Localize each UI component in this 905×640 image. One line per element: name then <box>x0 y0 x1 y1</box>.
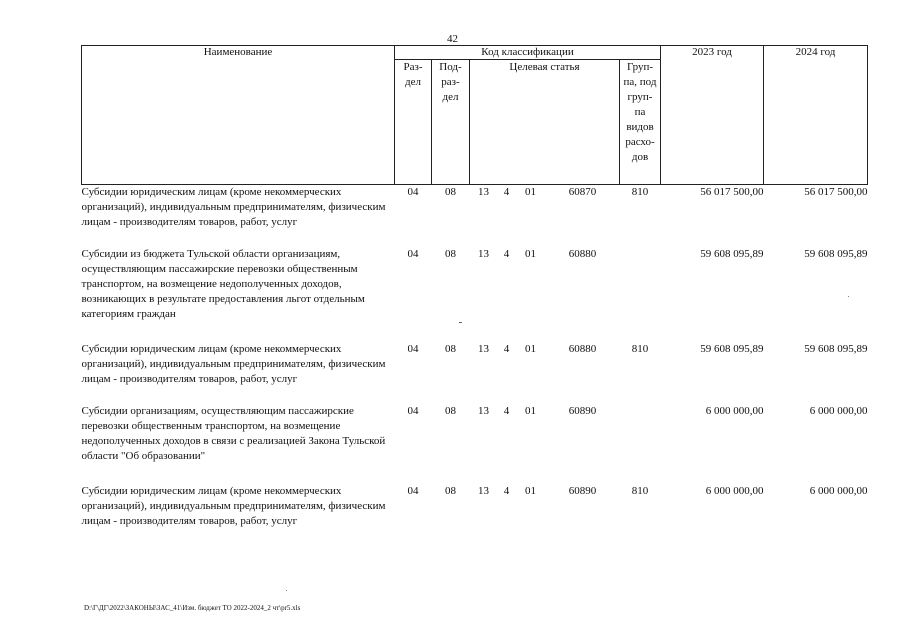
row-subsection: 08 <box>445 484 456 497</box>
page-number: 42 <box>447 33 458 45</box>
row-target-event: 01 <box>525 484 536 497</box>
row-group: 810 <box>631 484 649 497</box>
row-target-subprogram: 4 <box>503 186 510 198</box>
footer-file-path: D:\Г\ДГ\2022\ЗАКОНЫ\ЗАС_41\Изм. бюджет ТО 2022-2024_2 чт\pr5.xls <box>84 604 301 612</box>
table-row <box>82 185 868 247</box>
row-amount-2024: 59 608 095,89 <box>804 247 868 260</box>
header-target-article: Целевая статья <box>470 60 620 185</box>
row-name: Субсидии организациям, осуществляющим пассажирские перевозки общественным транспортом, на возмещение недополученных доходов в связи с реализацией Закона Тульской области "Об образовании" <box>81 404 386 462</box>
row-section: 04 <box>407 247 419 260</box>
row-target-event: 01 <box>525 247 536 260</box>
row-section: 04 <box>407 186 419 198</box>
table-row <box>82 404 868 484</box>
row-subsection: 08 <box>445 342 456 355</box>
row-subsection: 08 <box>445 247 456 260</box>
row-name: Субсидии юридическим лицам (кроме некоммерческих организаций), индивидуальным предпринимателям, физическим лицам - производителям товаров, работ, услуг <box>81 342 386 385</box>
row-target-subprogram: 4 <box>503 247 510 260</box>
row-amount-2023: 59 608 095,89 <box>700 342 764 355</box>
row-target-subprogram: 4 <box>503 342 510 355</box>
row-target-code: 60880 <box>568 342 597 355</box>
row-amount-2024: 59 608 095,89 <box>804 342 868 355</box>
scan-speck <box>848 296 849 297</box>
row-amount-2024: 56 017 500,00 <box>804 186 868 198</box>
row-target-event: 01 <box>525 342 536 355</box>
row-amount-2024: 6 000 000,00 <box>809 404 868 417</box>
header-classification: Код классификации <box>395 46 661 60</box>
row-name: Субсидии из бюджета Тульской области организациям, осуществляющим пассажирские перевозки общественным транспортом, на возмещение недополученных доходов, возникающих в результате предоставления льгот отдельным категориям граждан <box>81 247 365 320</box>
row-group <box>620 247 661 342</box>
row-target-program: 13 <box>478 404 489 417</box>
row-subsection: 08 <box>445 404 456 417</box>
row-target-code: 60890 <box>568 484 597 497</box>
row-target-subprogram: 4 <box>503 404 510 417</box>
header-year-2023: 2023 год <box>661 46 764 185</box>
header-section: Раз- дел <box>395 60 432 185</box>
row-name: Субсидии юридическим лицам (кроме некоммерческих организаций), индивидуальным предпринимателям, физическим лицам - производителям товаров, работ, услуг <box>81 484 386 527</box>
row-amount-2023: 6 000 000,00 <box>705 484 764 497</box>
row-amount-2023: 59 608 095,89 <box>700 247 764 260</box>
row-group: 810 <box>631 342 649 355</box>
row-amount-2023: 6 000 000,00 <box>705 404 764 417</box>
row-section: 04 <box>407 342 419 355</box>
row-group <box>620 404 661 484</box>
row-subsection: 08 <box>445 186 456 198</box>
row-target-code: 60890 <box>568 404 597 417</box>
header-group: Груп- па, под груп- па видов расхо- дов <box>620 60 661 185</box>
row-target-code: 60870 <box>568 186 597 198</box>
row-target-program: 13 <box>478 186 489 198</box>
budget-table <box>81 45 868 546</box>
scan-speck <box>286 590 287 591</box>
header-year-2024: 2024 год <box>764 46 868 185</box>
row-section: 04 <box>407 484 419 497</box>
row-target-program: 13 <box>478 342 489 355</box>
row-target-code: 60880 <box>568 247 597 260</box>
row-group: 810 <box>631 186 649 198</box>
table-row <box>82 247 868 342</box>
row-target-program: 13 <box>478 484 489 497</box>
row-target-subprogram: 4 <box>503 484 510 497</box>
header-name: Наименование <box>82 46 395 185</box>
row-section: 04 <box>407 404 419 417</box>
row-target-program: 13 <box>478 247 489 260</box>
scan-speck <box>459 322 462 323</box>
row-amount-2023: 56 017 500,00 <box>700 186 764 198</box>
row-target-event: 01 <box>525 186 536 198</box>
row-target-event: 01 <box>525 404 536 417</box>
table-row <box>82 342 868 404</box>
row-name: Субсидии юридическим лицам (кроме некоммерческих организаций), индивидуальным предпринимателям, физическим лицам - производителям товаров, работ, услуг <box>81 186 386 228</box>
header-subsection: Под- раз- дел <box>432 60 470 185</box>
table-row <box>82 484 868 546</box>
row-amount-2024: 6 000 000,00 <box>809 484 868 497</box>
